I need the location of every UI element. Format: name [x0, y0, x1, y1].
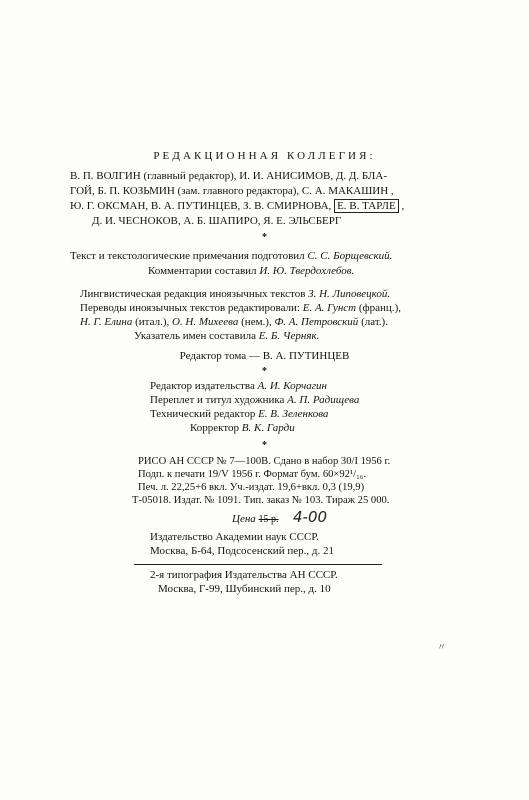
name-index-credit	[134, 330, 319, 342]
credit-name: Е. Б. Черняк.	[258, 330, 320, 342]
board-members-line-3	[70, 200, 404, 212]
credit-name: И. Ю. Твердохлебов.	[259, 265, 355, 277]
commentary-credit	[148, 265, 354, 277]
credit-note: (лат.).	[358, 316, 388, 328]
credit-label: Корректор	[190, 422, 242, 434]
credit-name: О. Н. Михеева	[171, 316, 239, 328]
publisher-address: Москва, Б-64, Подсосенский пер., д. 21	[150, 545, 334, 557]
separator-asterisk: *	[262, 366, 267, 377]
board-members-line-3-text: Ю. Г. ОКСМАН, В. А. ПУТИНЦЕВ, З. В. СМИРНОВА,	[70, 200, 335, 212]
credit-label: Комментарии составил	[148, 265, 260, 277]
translations-credit-line-1	[80, 302, 401, 314]
divider-rule	[134, 564, 382, 565]
corner-mark: 〃	[437, 642, 447, 652]
credit-label: Лингвистическая редакция иноязычных текстов	[80, 288, 309, 300]
production-credit-4	[190, 422, 295, 434]
volume-editor: Редактор тома — В. А. ПУТИНЦЕВ	[179, 350, 350, 362]
board-members-line-1: В. П. ВОЛГИН (главный редактор), И. И. АНИСИМОВ, Д. Д. БЛА-	[70, 170, 387, 182]
handwritten-price: 4-00	[293, 508, 328, 526]
publisher-name: Издательство Академии наук СССР.	[150, 531, 319, 543]
production-credit-3	[150, 408, 328, 420]
credit-label: Текст и текстологические примечания подготовил	[70, 250, 308, 262]
credit-name: А. И. Корчагин	[257, 380, 327, 392]
board-members-line-3-suffix: ,	[398, 200, 405, 212]
printer-address: Москва, Г-99, Шубинский пер., д. 10	[158, 583, 331, 595]
credit-label: Указатель имен составила	[134, 330, 259, 342]
boxed-name-tarle: Е. В. ТАРЛЕ	[334, 199, 399, 213]
print-info-line-3: Печ. л. 22,25+6 вкл. Уч.-издат. 19,6+вкл. 0,3 (19,9)	[138, 482, 365, 493]
credit-label: Переводы иноязычных текстов редактировали:	[80, 302, 303, 314]
separator-asterisk: *	[262, 232, 267, 243]
price-label	[232, 513, 279, 525]
printer-name: 2-я типография Издательства АН СССР.	[150, 569, 338, 581]
credit-label: Переплет и титул художника	[150, 394, 288, 406]
production-credit-1	[150, 380, 327, 392]
price-word: Цена	[232, 513, 256, 525]
board-members-line-4: Д. И. ЧЕСНОКОВ, А. Б. ШАПИРО, Я. Е. ЭЛЬСБЕРГ	[92, 215, 342, 227]
separator-asterisk: *	[262, 440, 267, 451]
credit-note: (итал.),	[132, 316, 172, 328]
linguistic-editing-credit	[80, 288, 390, 300]
translations-credit-line-2	[80, 316, 388, 328]
credit-note: (нем.),	[238, 316, 275, 328]
credit-name: С. С. Борщевский.	[307, 250, 393, 262]
board-members-line-2: ГОЙ, Б. П. КОЗЬМИН (зам. главного редактора), С. А. МАКАШИН ,	[70, 185, 394, 197]
editorial-board-title: РЕДАКЦИОННАЯ КОЛЛЕГИЯ:	[153, 150, 376, 162]
credit-name: Е. А. Гунст	[302, 302, 357, 314]
credit-name: З. Н. Липовецкой.	[308, 288, 391, 300]
credit-name: А. П. Радищева	[287, 394, 360, 406]
print-info-line-1: РИСО АН СССР № 7—100В. Сдано в набор 30/I 1956 г.	[138, 456, 391, 467]
text-preparation-credit	[70, 250, 392, 262]
credit-name: Е. В. Зеленкова	[258, 408, 329, 420]
credit-note: (франц.),	[356, 302, 401, 314]
credit-label: Технический редактор	[150, 408, 259, 420]
old-price: 15 р.	[258, 514, 279, 525]
print-info-line-2: Подп. к печати 19/V 1956 г. Формат бум. 60×92¹/₁₆.	[138, 469, 367, 480]
credit-name: Ф. А. Петровский	[274, 316, 359, 328]
production-credit-2	[150, 394, 359, 406]
credit-label: Редактор издательства	[150, 380, 258, 392]
credit-name: В. К. Гарди	[241, 422, 295, 434]
credit-name: Н. Г. Елина	[80, 316, 133, 328]
print-info-line-4: Т-05018. Издат. № 1091. Тип. заказ № 103. Тираж 25 000.	[132, 495, 390, 506]
